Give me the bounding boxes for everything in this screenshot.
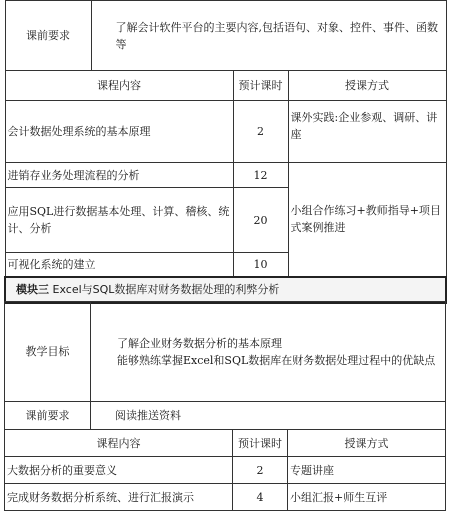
row-hours: 20 [233,188,288,253]
row-method: 专题讲座 [288,457,446,484]
row-method: 小组合作练习+教师指导+项目式案例推进 [288,163,446,277]
table-row [5,457,446,484]
goal-line-1: 了解企业财务数据分析的基本原理 [117,336,282,350]
row-content: 应用SQL进行数据基本处理、计算、稽核、统计、分析 [5,188,233,253]
pre-class-requirement-label: 课前要求 [5,1,91,71]
header-course-content: 课程内容 [5,71,233,101]
pre-class-requirement-label: 课前要求 [5,402,91,430]
header-planned-hours: 预计课时 [233,71,288,101]
row-hours: 12 [233,163,288,188]
pre-class-requirement-text: 阅读推送资料 [91,402,446,430]
header-teaching-method: 授课方式 [288,71,446,101]
row-hours: 10 [233,253,288,277]
course-table-module2 [4,0,447,304]
table-row [5,163,446,188]
header-course-content: 课程内容 [5,430,233,457]
pre-class-requirement-text: 了解会计软件平台的主要内容,包括语句、对象、控件、事件、函数等 [91,1,446,71]
course-table-module3 [4,301,446,511]
header-teaching-method: 授课方式 [288,430,446,457]
row-hours: 2 [233,101,288,163]
table-row [5,101,446,163]
module-title: Excel与SQL数据库对财务数据处理的利弊分析 [52,283,280,296]
row-content: 会计数据处理系统的基本原理 [5,101,233,163]
row-method: 课外实践:企业参观、调研、讲座 [288,101,446,163]
table-row [5,484,446,511]
module-number: 模块三 [16,283,49,296]
row-method: 小组汇报+师生互评 [288,484,446,511]
teaching-goal-text [91,302,446,402]
row-content: 完成财务数据分析系统、进行汇报演示 [5,484,233,511]
row-content: 大数据分析的重要意义 [5,457,233,484]
module-heading [5,277,446,303]
row-content: 可视化系统的建立 [5,253,233,277]
header-planned-hours: 预计课时 [233,430,288,457]
teaching-goal-label: 教学目标 [5,302,91,402]
row-content: 进销存业务处理流程的分析 [5,163,233,188]
goal-line-2: 能够熟练掌握Excel和SQL数据库在财务数据处理过程中的优缺点 [117,353,436,367]
row-hours: 4 [233,484,288,511]
row-hours: 2 [233,457,288,484]
